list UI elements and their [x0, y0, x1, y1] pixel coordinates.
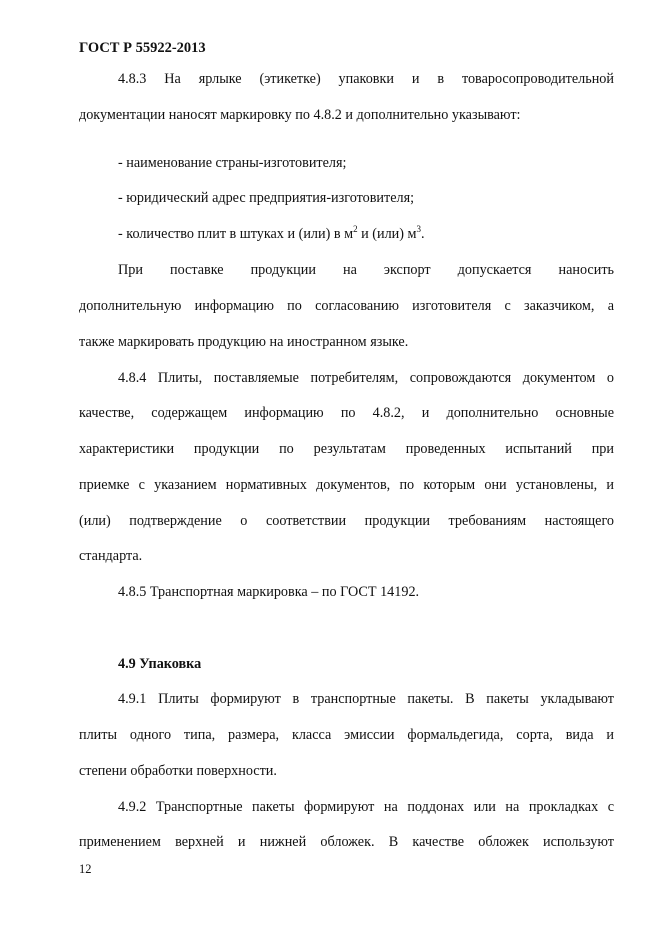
- section-heading-4-9: 4.9 Упаковка: [118, 656, 202, 672]
- para-4-9-2-line2: применением верхней и нижней обложек. В качестве обложек используют: [79, 834, 614, 850]
- para-4-8-3-line2: документации наносят маркировку по 4.8.2 и дополнительно указывают:: [79, 107, 521, 123]
- standard-header: ГОСТ Р 55922-2013: [79, 40, 206, 56]
- para-4-8-4-line5: (или) подтверждение о соответствии продукции требованиям настоящего: [79, 513, 614, 529]
- para-4-8-3-line1: 4.8.3 На ярлыке (этикетке) упаковки и в товаросопроводительной: [118, 71, 614, 87]
- page-number: 12: [79, 862, 92, 876]
- list-item-address: - юридический адрес предприятия-изготовителя;: [118, 190, 415, 206]
- export-para-line2: дополнительную информацию по согласованию изготовителя с заказчиком, а: [79, 298, 614, 314]
- para-4-8-4-line4: приемке с указанием нормативных документов, по которым они установлены, и: [79, 477, 614, 493]
- export-para-line3: также маркировать продукцию на иностранном языке.: [79, 334, 409, 350]
- para-4-8-4-line6: стандарта.: [79, 548, 143, 564]
- list-item-country: - наименование страны-изготовителя;: [118, 155, 347, 171]
- para-4-9-2-line1: 4.9.2 Транспортные пакеты формируют на поддонах или на прокладках с: [118, 799, 614, 815]
- para-4-9-1-line2: плиты одного типа, размера, класса эмиссии формальдегида, сорта, вида и: [79, 727, 614, 743]
- para-4-9-1-line1: 4.9.1 Плиты формируют в транспортные пакеты. В пакеты укладывают: [118, 691, 614, 707]
- para-4-8-4-line1: 4.8.4 Плиты, поставляемые потребителям, сопровождаются документом о: [118, 370, 614, 386]
- para-4-9-1-line3: степени обработки поверхности.: [79, 763, 277, 779]
- para-4-8-4-line2: качестве, содержащем информацию по 4.8.2, и дополнительно основные: [79, 405, 614, 421]
- list-item-quantity: - количество плит в штуках и (или) в $м^2$ и (или) $м^3$.: [118, 224, 425, 242]
- para-4-8-5: 4.8.5 Транспортная маркировка – по ГОСТ 14192.: [118, 584, 420, 600]
- export-para-line1: При поставке продукции на экспорт допускается наносить: [118, 262, 614, 278]
- para-4-8-4-line3: характеристики продукции по результатам проведенных испытаний при: [79, 441, 614, 457]
